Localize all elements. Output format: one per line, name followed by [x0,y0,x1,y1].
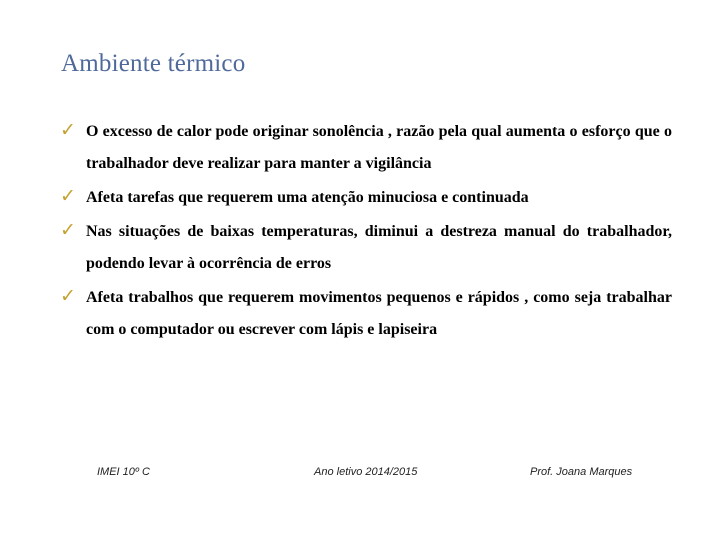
bullet-text: O excesso de calor pode originar sonolência , razão pela qual aumenta o esforço que o trabalhador deve realizar para manter a vigilância [86,123,672,172]
bullet-text: Afeta trabalhos que requerem movimentos pequenos e rápidos , como seja trabalhar com o computador ou escrever com lápis e lapiseira [86,289,672,338]
bullet-item [60,216,672,280]
slide-title: Ambiente térmico [61,50,246,77]
bullet-item [60,116,672,180]
bullet-item [60,282,672,346]
bullet-text: Afeta tarefas que requerem uma atenção minuciosa e continuada [86,189,529,206]
checkmark-icon: ✓ [60,219,76,241]
checkmark-icon: ✓ [60,119,76,141]
checkmark-icon: ✓ [60,285,76,307]
footer-teacher: Prof. Joana Marques [530,466,633,478]
footer-school-year: Ano letivo 2014/2015 [314,466,418,478]
bullet-list [60,116,672,346]
checkmark-icon: ✓ [60,185,76,207]
bullet-item [60,182,672,214]
footer-class: IMEI 10º C [97,466,150,478]
bullet-text: Nas situações de baixas temperaturas, diminui a destreza manual do trabalhador, podendo levar à ocorrência de erros [86,223,672,272]
